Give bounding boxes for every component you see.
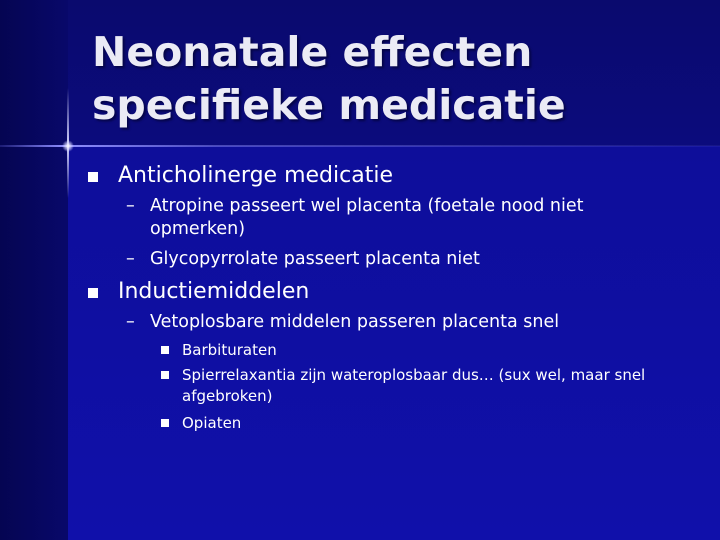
sub-bullet-item: Atropine passeert wel placenta (foetale nood niet xyxy=(150,196,584,216)
sub-bullet-item: Glycopyrrolate passeert placenta niet xyxy=(150,249,480,269)
sub-sub-bullet-item: Opiaten xyxy=(182,414,242,432)
horizontal-accent-line xyxy=(0,145,720,147)
title-line-2: specifieke medicatie xyxy=(92,81,566,129)
sub-sub-bullet-item: Spierrelaxantia zijn wateroplosbaar dus… (sux wel, maar snel xyxy=(182,366,646,384)
bullet-item: Inductiemiddelen xyxy=(118,279,310,304)
dash-bullet: – xyxy=(126,249,135,269)
bullet-item: Anticholinerge medicatie xyxy=(118,163,393,188)
square-bullet-icon xyxy=(88,288,98,298)
dash-bullet: – xyxy=(126,196,135,216)
sub-bullet-item-continued: opmerken) xyxy=(150,219,246,239)
title-line-1: Neonatale effecten xyxy=(92,28,533,76)
sparkle-icon xyxy=(62,140,74,152)
square-bullet-icon xyxy=(161,419,169,427)
slide-title xyxy=(92,26,702,132)
sub-sub-bullet-item: Barbituraten xyxy=(182,341,277,359)
sub-bullet-item: Vetoplosbare middelen passeren placenta snel xyxy=(150,312,560,332)
square-bullet-icon xyxy=(88,172,98,182)
left-decor-strip xyxy=(0,0,68,540)
square-bullet-icon xyxy=(161,371,169,379)
square-bullet-icon xyxy=(161,346,169,354)
dash-bullet: – xyxy=(126,312,135,332)
sub-sub-bullet-item-continued: afgebroken) xyxy=(182,387,273,405)
